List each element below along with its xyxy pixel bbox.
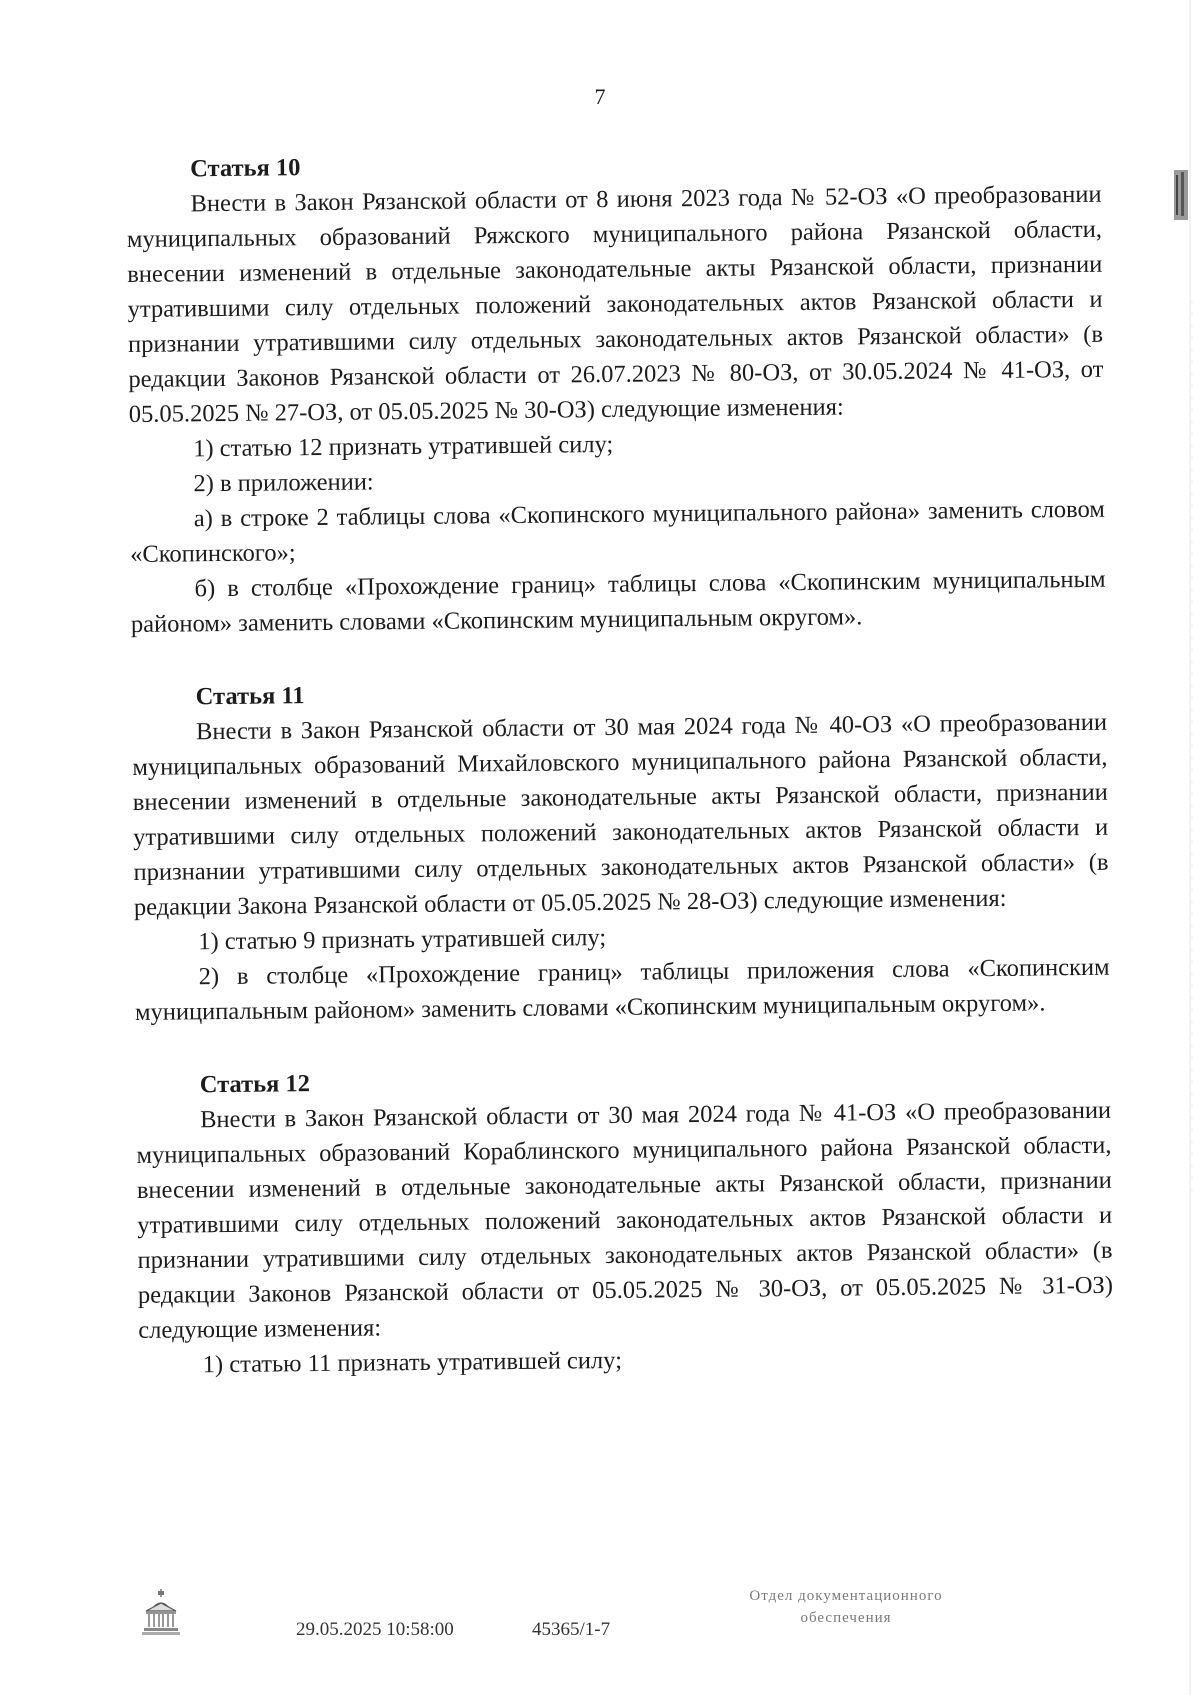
article-11: [132, 670, 1111, 1030]
article-title: Статья 12: [199, 1070, 311, 1099]
registration-datetime: 29.05.2025 10:58:00: [296, 1619, 454, 1640]
article-item: б) в столбце «Прохождение границ» таблицы слова «Скопинским муниципальным районом» заменить словами «Скопинским муниципальным округом».: [130, 565, 1106, 638]
article-item: 1) статью 12 признать утратившей силу;: [192, 430, 614, 463]
stamp-line: Отдел документационного: [749, 1588, 943, 1604]
registration-number: 45365/1-7: [532, 1619, 611, 1640]
duma-building-logo-icon: [140, 1587, 182, 1637]
article-intro: Внести в Закон Рязанской области от 8 июня 2023 года № 52-ОЗ «О преобразовании муниципальных образований Ряжского муниципального района Рязанской области, внесении изменений в отдельные законодательные акты Рязанской области, признании утратившими силу отдельных положений законодательных актов Рязанской области и признании утратившими силу отдельных законодательных актов Рязанской области» (в редакции Законов Рязанской области от 26.07.2023 № 80-ОЗ, от 30.05.2024 № 41-ОЗ, от 05.05.2025 № 27-ОЗ, от 05.05.2025 № 30-ОЗ) следующие изменения:: [126, 180, 1104, 428]
article-10: [126, 142, 1106, 642]
article-title: Статья 11: [195, 682, 305, 711]
department-stamp: [706, 1585, 986, 1629]
article-item: 1) статью 11 признать утратившей силу;: [202, 1346, 623, 1379]
stamp-line: обеспечения: [800, 1610, 892, 1626]
article-item: 1) статью 9 признать утратившей силу;: [198, 924, 607, 956]
article-intro: Внести в Закон Рязанской области от 30 мая 2024 года № 41-ОЗ «О преобразовании муниципальных образований Кораблинского муниципального района Рязанской области, внесении изменений в отдельные законодательные акты Рязанской области, признании утратившими силу отдельных положений законодательных актов Рязанской области и признании утратившими силу отдельных законодательных актов Рязанской области» (в редакции Законов Рязанской области от 05.05.2025 № 30-ОЗ, от 05.05.2025 № 31-ОЗ) следующие изменения:: [136, 1096, 1114, 1344]
page-footer: [0, 1585, 1200, 1665]
article-item: 2) в столбце «Прохождение границ» таблицы приложения слова «Скопинским муниципальным районом» заменить словами «Скопинским муниципальным округом».: [134, 953, 1110, 1026]
article-title: Статья 10: [190, 154, 301, 183]
page-number: 7: [594, 84, 606, 109]
article-item: а) в строке 2 таблицы слова «Скопинского муниципального района» заменить словом «Скопинского»;: [130, 495, 1105, 568]
article-intro: Внести в Закон Рязанской области от 30 мая 2024 года № 40-ОЗ «О преобразовании муниципальных образований Михайловского муниципального района Рязанской области, внесении изменений в отдельные законодательные акты Рязанской области, признании утратившими силу отдельных положений законодательных актов Рязанской области и признании утратившими силу отдельных законодательных актов Рязанской области» (в редакции Закона Рязанской области от 05.05.2025 № 28-ОЗ) следующие изменения:: [132, 708, 1109, 921]
article-item: 2) в приложении:: [193, 468, 374, 498]
article-12: [136, 1058, 1114, 1383]
document-body: [126, 142, 1114, 1421]
scan-edge-artifact: [1168, 0, 1198, 1695]
